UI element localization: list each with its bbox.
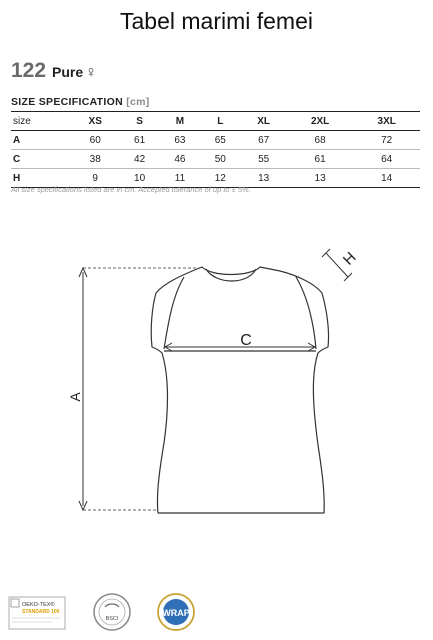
tshirt-diagram	[60, 245, 380, 525]
wrap-label: WRAP	[162, 608, 190, 618]
table-cell: 13	[258, 172, 270, 184]
table-cell: 11	[174, 172, 186, 184]
product-name: Pure	[52, 64, 84, 80]
table-row	[11, 131, 420, 150]
tshirt-outline	[151, 267, 328, 513]
header-cell: 3XL	[377, 115, 396, 127]
table-cell: 14	[381, 172, 393, 184]
table-cell: 9	[92, 172, 98, 184]
product-heading	[11, 59, 97, 83]
header-cell: L	[217, 115, 224, 127]
table-cell: 46	[174, 153, 186, 165]
sleeve-seam-right	[296, 277, 316, 349]
dim-h-label: H	[339, 248, 360, 269]
bsci-badge	[92, 592, 132, 632]
table-cell: H	[13, 172, 21, 184]
header-cell: M	[175, 115, 185, 127]
header-cell: XL	[257, 115, 271, 127]
table-cell: 38	[89, 153, 101, 165]
sleeve-seam-left	[164, 277, 184, 349]
header-cell: size	[13, 115, 31, 127]
dim-a-label: A	[67, 392, 83, 402]
table-cell: 64	[381, 153, 393, 165]
spec-title	[11, 96, 150, 108]
table-cell: 13	[314, 172, 326, 184]
oeko-tex-line2: STANDARD 100	[22, 609, 60, 615]
table-cell: 10	[134, 172, 146, 184]
dim-c-label: C	[240, 332, 252, 349]
size-table	[11, 111, 420, 188]
table-cell: 61	[314, 153, 326, 165]
table-cell: 50	[214, 153, 226, 165]
table-cell: C	[13, 153, 21, 165]
oeko-tex-badge	[8, 596, 66, 630]
product-number: 122	[11, 59, 47, 82]
table-cell: 72	[381, 134, 393, 146]
bsci-label: BSCI	[105, 616, 119, 622]
spec-unit: [cm]	[126, 96, 150, 108]
table-cell: 68	[314, 134, 326, 146]
table-cell: 61	[134, 134, 146, 146]
table-cell: 60	[89, 134, 101, 146]
wrap-badge	[156, 592, 196, 632]
table-header-row	[11, 112, 420, 131]
page-title: Tabel marimi femei	[120, 8, 313, 34]
table-cell: 12	[214, 172, 226, 184]
spec-title-text: SIZE SPECIFICATION	[11, 96, 123, 108]
table-cell: 63	[174, 134, 186, 146]
header-cell: S	[136, 115, 143, 127]
tolerance-note: All size specifications listed are in cm. Accepted tolerance of up to ± 5%.	[11, 185, 251, 194]
oeko-tex-line1: OEKO-TEX®	[22, 602, 55, 608]
table-cell: A	[13, 134, 21, 146]
female-icon: ♀	[85, 64, 98, 81]
table-cell: 67	[258, 134, 270, 146]
table-cell: 55	[258, 153, 270, 165]
header-cell: 2XL	[310, 115, 330, 127]
table-row	[11, 150, 420, 169]
table-cell: 65	[214, 134, 226, 146]
header-cell: XS	[88, 115, 102, 127]
table-cell: 42	[134, 153, 146, 165]
